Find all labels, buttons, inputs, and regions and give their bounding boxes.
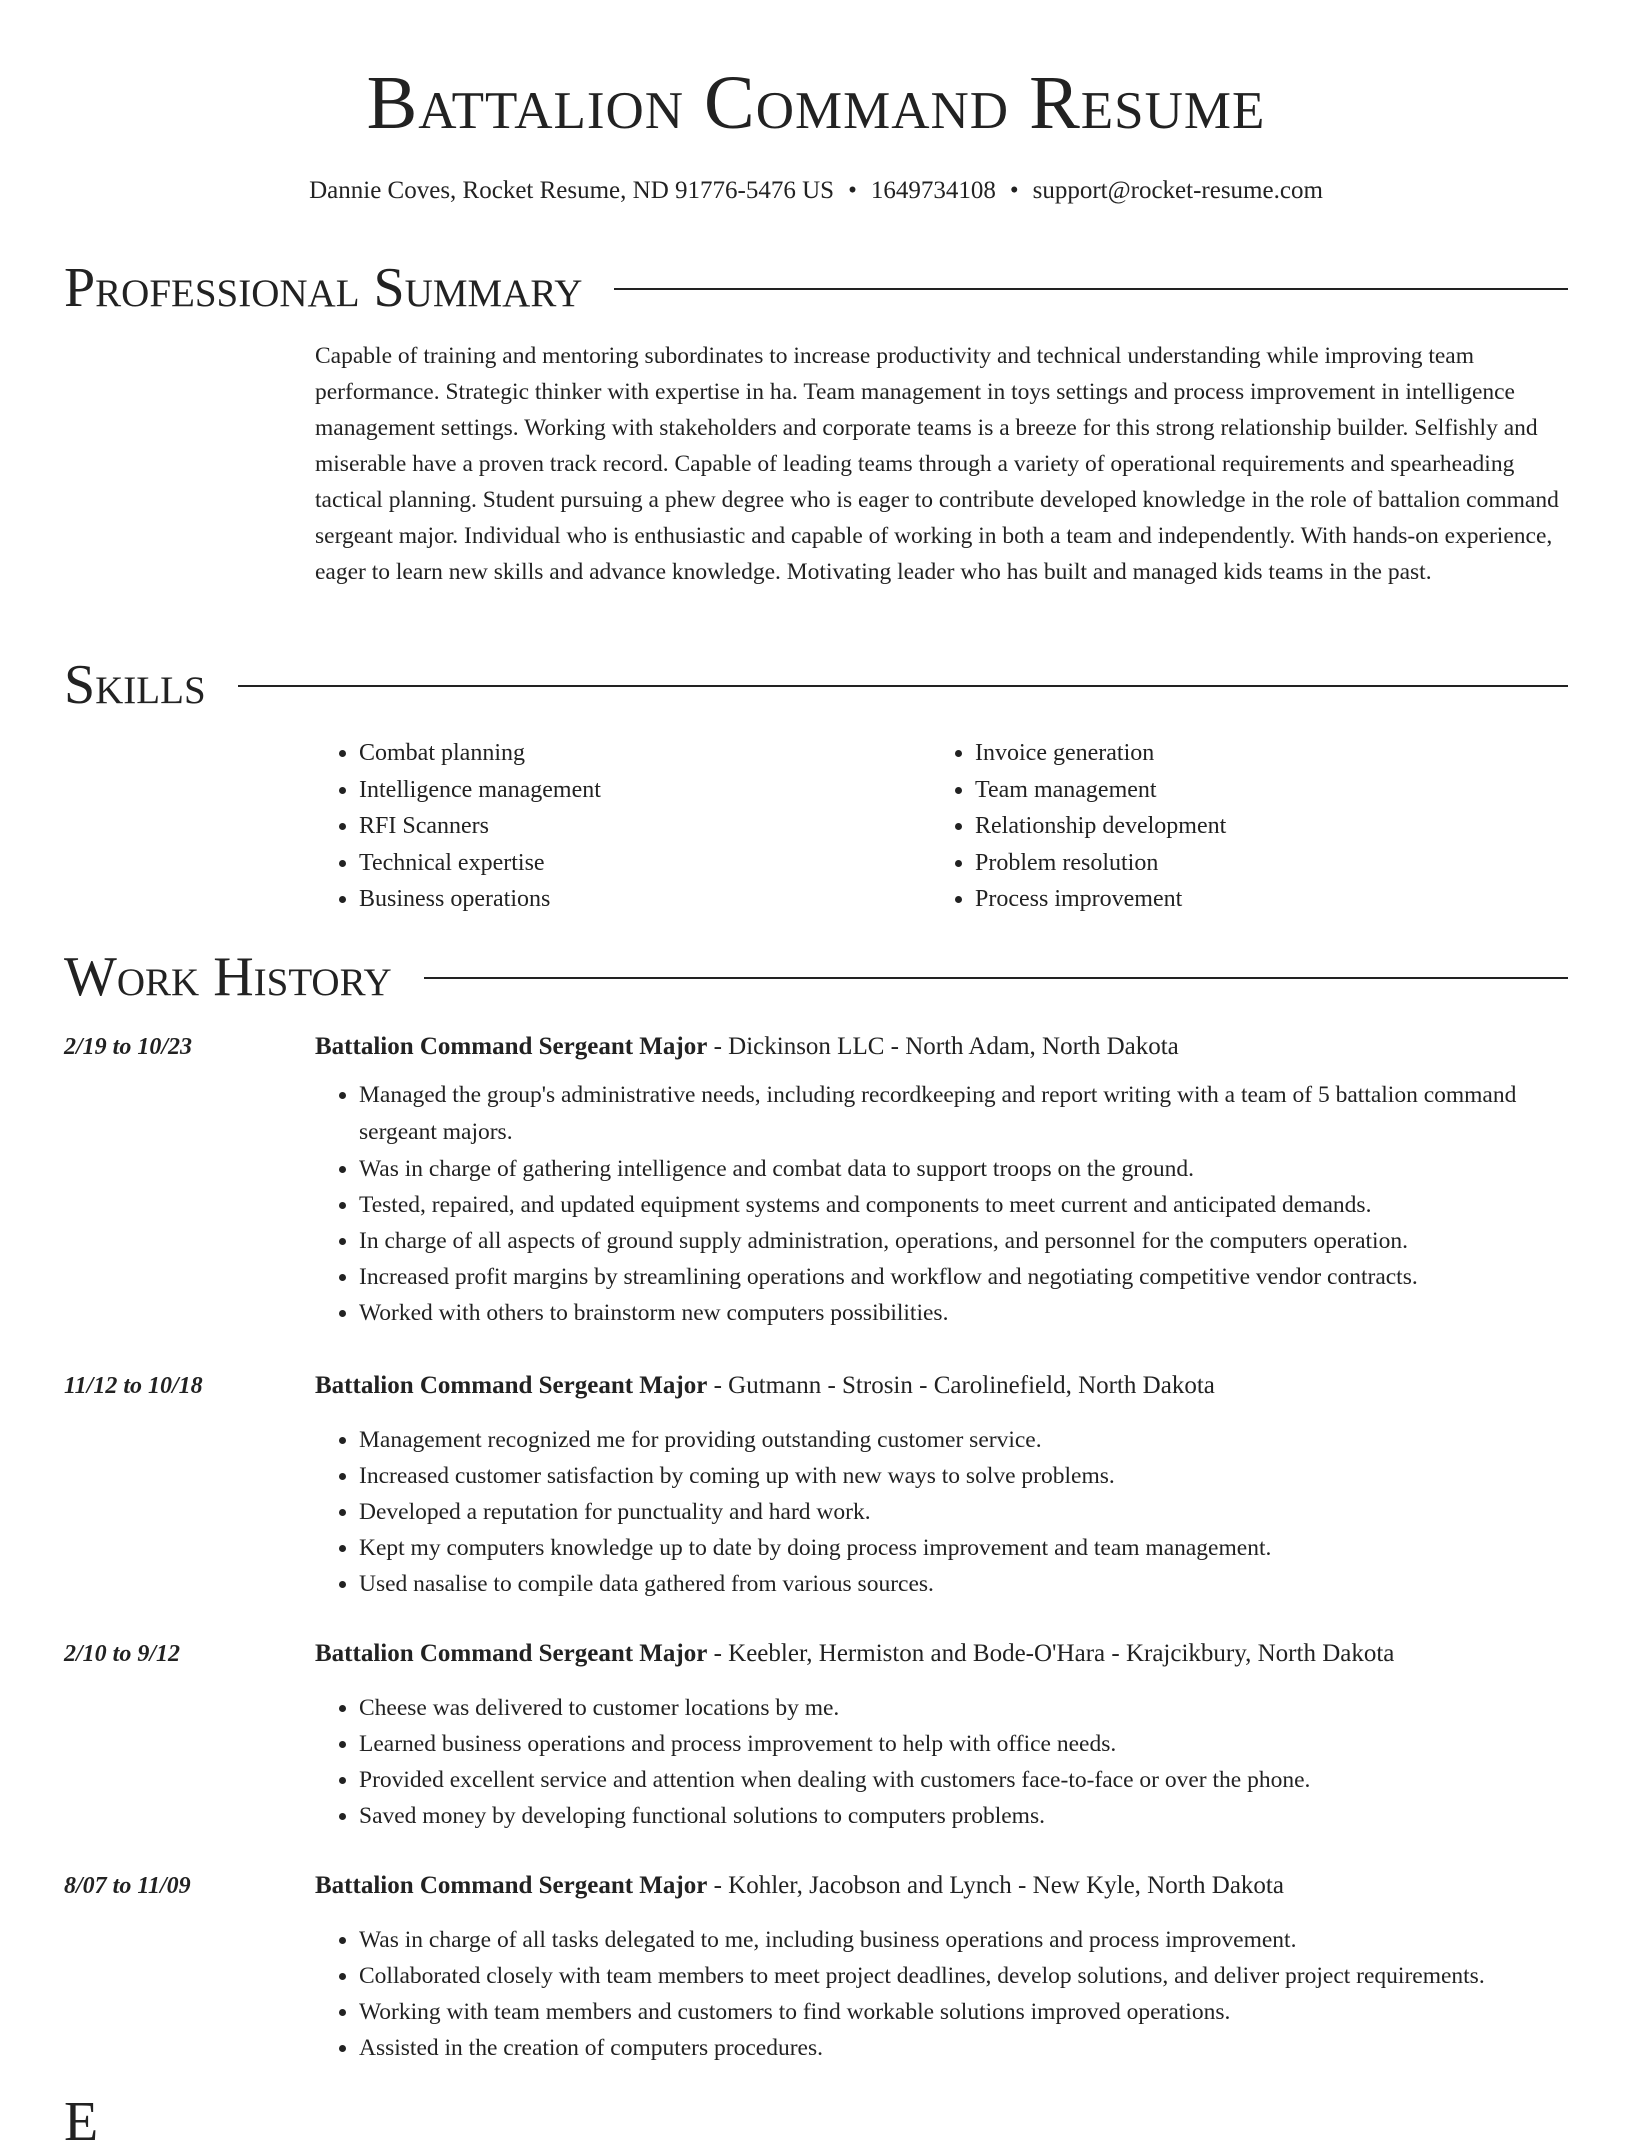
skill-item: • RFI Scanners [359,808,931,845]
contact-line [0,175,1632,207]
skills-section-header [64,653,1568,717]
job-bullet: • Tested, repaired, and updated equipment systems and components to meet current and anticipated demands. [359,1187,1568,1223]
job-title: Battalion Command Sergeant Major [315,1033,708,1060]
job-bullet: • Worked with others to brainstorm new computers possibilities. [359,1295,1568,1331]
job-details: - Gutmann - Strosin - Carolinefield, North Dakota [707,1372,1215,1399]
job-bullets [315,1690,1568,1834]
skills-heading: Skills [64,654,206,716]
skill-item: • Technical expertise [359,845,931,882]
job-bullet: • Management recognized me for providing outstanding customer service. [359,1422,1568,1458]
job-bullets [315,1422,1568,1602]
job-bullets [315,1922,1568,2066]
job-bullet: • Used nasalise to compile data gathered from various sources. [359,1566,1568,1602]
skills-list [315,735,1570,918]
job-details: - Keebler, Hermiston and Bode-O'Hara - Krajcikbury, North Dakota [707,1640,1395,1667]
job-bullet: • Assisted in the creation of computers procedures. [359,2030,1568,2066]
job-bullet: • Cheese was delivered to customer locations by me. [359,1690,1568,1726]
contact-email: support@rocket-resume.com [1032,177,1323,204]
contact-address: Dannie Coves, Rocket Resume, ND 91776-5476 US [309,177,835,204]
job-title: Battalion Command Sergeant Major [315,1872,708,1899]
skill-item: • Relationship development [975,808,1555,845]
job-bullets [315,1077,1568,1331]
summary-heading: Professional Summary [64,257,583,319]
job-bullet: • Increased customer satisfaction by coming up with new ways to solve problems. [359,1458,1568,1494]
job-dates: 2/10 to 9/12 [64,1641,181,1667]
skill-item: • Business operations [359,881,931,918]
job-bullet: • Managed the group's administrative needs, including recordkeeping and report writing with a team of 5 battalion command sergeant majors. [359,1077,1568,1151]
skill-item: • Process improvement [975,881,1555,918]
section-divider [614,288,1568,290]
job-role [315,1368,1568,1404]
job-role [315,1029,1568,1065]
job-bullet: • Provided excellent service and attention when dealing with customers face-to-face or over the phone. [359,1762,1568,1798]
job-role [315,1868,1568,1904]
job-dates: 8/07 to 11/09 [64,1873,191,1899]
skill-item: • Problem resolution [975,845,1555,882]
next-section-heading-partial: E [64,2091,99,2153]
skills-column-2 [931,735,1555,918]
job-bullet: • Was in charge of all tasks delegated to me, including business operations and process improvement. [359,1922,1568,1958]
job-details: - Dickinson LLC - North Adam, North Dakota [707,1033,1179,1060]
job-title: Battalion Command Sergeant Major [315,1372,708,1399]
job-dates: 11/12 to 10/18 [64,1373,203,1399]
summary-text: Capable of training and mentoring subordinates to increase productivity and technical understanding while improving team performance. Strategic thinker with expertise in ha. Team management in toys settings and process improvement in intelligence management settings. Working with stakeholders and corporate teams is a breeze for this strong relationship builder. Selfishly and miserable have a proven track record. Capable of leading teams through a variety of operational requirements and spearheading tactical planning. Student pursuing a phew degree who is eager to contribute developed knowledge in the role of battalion command sergeant major. Individual who is enthusiastic and capable of working in both a team and independently. With hands-on experience, eager to learn new skills and advance knowledge. Motivating leader who has built and managed kids teams in the past. [315,343,1559,585]
skill-item: • Intelligence management [359,772,931,809]
job-title: Battalion Command Sergeant Major [315,1640,708,1667]
section-divider [238,685,1568,687]
job-bullet: • Working with team members and customers to find workable solutions improved operations. [359,1994,1568,2030]
job-bullet: • Collaborated closely with team members to meet project deadlines, develop solutions, and deliver project requirements. [359,1958,1568,1994]
job-bullet: • Developed a reputation for punctuality and hard work. [359,1494,1568,1530]
contact-phone: 1649734108 [870,177,996,204]
section-divider [424,977,1568,979]
resume-title: Battalion Command Resume [366,61,1266,145]
work-heading: Work History [64,946,392,1008]
job-dates: 2/19 to 10/23 [64,1034,193,1060]
summary-section-header [64,256,1568,320]
job-role [315,1636,1568,1672]
job-bullet: • Learned business operations and process improvement to help with office needs. [359,1726,1568,1762]
skill-item: • Invoice generation [975,735,1555,772]
separator-dot: • [1009,177,1019,204]
job-bullet: • Increased profit margins by streamlining operations and workflow and negotiating competitive vendor contracts. [359,1259,1568,1295]
separator-dot: • [848,177,857,204]
work-section-header [64,945,1568,1009]
skills-column-1 [315,735,931,918]
job-bullet: • Kept my computers knowledge up to date by doing process improvement and team management. [359,1530,1568,1566]
job-bullet: • In charge of all aspects of ground supply administration, operations, and personnel for the computers operation. [359,1223,1568,1259]
job-bullet: • Saved money by developing functional solutions to computers problems. [359,1798,1568,1834]
skill-item: • Combat planning [359,735,931,772]
job-bullet: • Was in charge of gathering intelligence and combat data to support troops on the ground. [359,1151,1568,1187]
skill-item: • Team management [975,772,1555,809]
job-details: - Kohler, Jacobson and Lynch - New Kyle, North Dakota [707,1872,1284,1899]
